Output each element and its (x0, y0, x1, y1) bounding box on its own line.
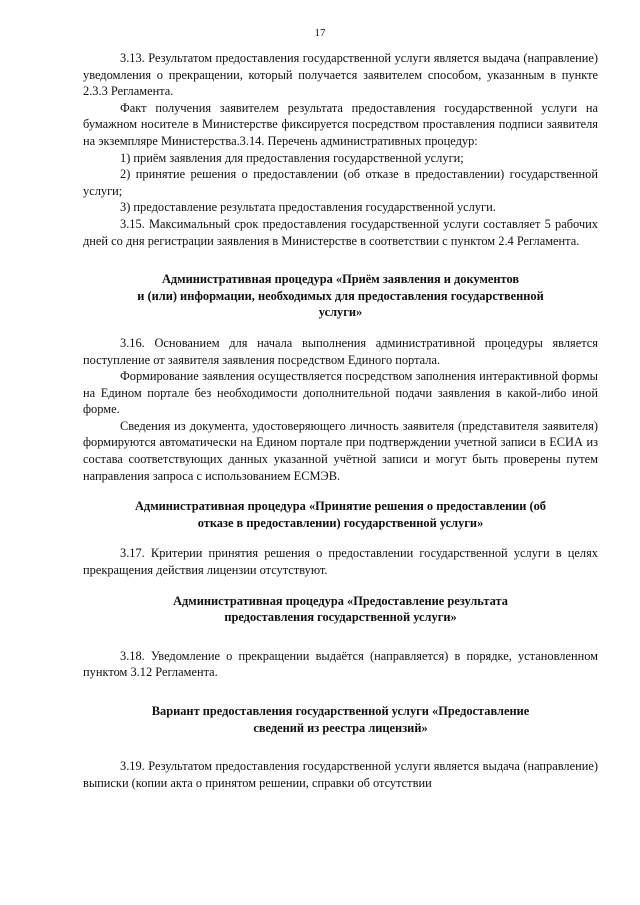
heading-line: Вариант предоставления государственной услуги «Предоставление (151, 704, 530, 718)
paragraph-form-filling: Формирование заявления осуществляется посредством заполнения интерактивной формы на Едином портале без необходимости дополнительной подачи заявления в какой-либо иной форме. (83, 369, 598, 417)
document-body (83, 50, 598, 791)
section-heading-application-receipt (83, 271, 598, 321)
list-item-3: 3) предоставление результата предоставления государственной услуги. (120, 200, 496, 215)
paragraph-3-18: 3.18. Уведомление о прекращении выдаётся (направляется) в порядке, установленном пунктом 3.12 Регламента. (83, 648, 598, 680)
section-heading-registry-variant (83, 703, 598, 736)
section-heading-result-provision (83, 593, 598, 626)
paragraph-3-19: 3.19. Результатом предоставления государственной услуги является выдача (направление) выписки (копии акта о принятом решении, справки об отсутствии (83, 759, 598, 790)
paragraph-result-receipt: Факт получения заявителем результата предоставления государственной услуги на бумажном носителе в Министерстве фиксируется посредством проставления подписи заявителя на экземпляре Министерства.3.14. Перечень административных процедур: (83, 100, 598, 148)
heading-line: Административная процедура «Приём заявления и документов (161, 272, 520, 287)
heading-line: Административная процедура «Принятие решения о предоставлении (об (134, 499, 546, 514)
heading-line: и (или) информации, необходимых для предоставления государственной (137, 288, 544, 303)
heading-line: предоставления государственной услуги» (224, 610, 457, 625)
paragraph-3-13: 3.13. Результатом предоставления государственной услуги является выдача (направление) уведомления о прекращении, который получается заявителем способом, указанным в пункте 2.3.3 Регламента. (83, 51, 598, 99)
page-number: 17 (314, 27, 326, 39)
paragraph-identity-data: Сведения из документа, удостоверяющего личность заявителя (представителя заявителя) формируются автоматически на Едином портале при подтверждении учетной записи в ЕСИА из состава соответствующих данных указанной учётной записи и могут быть проверены путем направления запроса с использованием ЕСМЭВ. (83, 418, 598, 483)
heading-line: услуги» (318, 305, 363, 320)
paragraph-3-15: 3.15. Максимальный срок предоставления государственной услуги составляет 5 рабочих дней со дня регистрации заявления в Министерстве в соответствии с пунктом 2.4 Регламента. (83, 216, 598, 248)
list-item-2: 2) принятие решения о предоставлении (об отказе в предоставлении) государственной услуги; (83, 167, 598, 198)
paragraph-3-17: 3.17. Критерии принятия решения о предоставлении государственной услуги в целях прекращения действия лицензии отсутствуют. (83, 546, 598, 578)
section-heading-decision (83, 498, 598, 531)
paragraph-3-16: 3.16. Основанием для начала выполнения административной процедуры является поступление от заявителя заявления посредством Единого портала. (83, 335, 598, 367)
list-item-1: 1) приём заявления для предоставления государственной услуги; (120, 150, 464, 165)
heading-line: Административная процедура «Предоставление результата (173, 593, 508, 608)
heading-line: отказе в предоставлении) государственной услуги» (197, 515, 484, 530)
heading-line: сведений из реестра лицензий» (253, 720, 428, 735)
